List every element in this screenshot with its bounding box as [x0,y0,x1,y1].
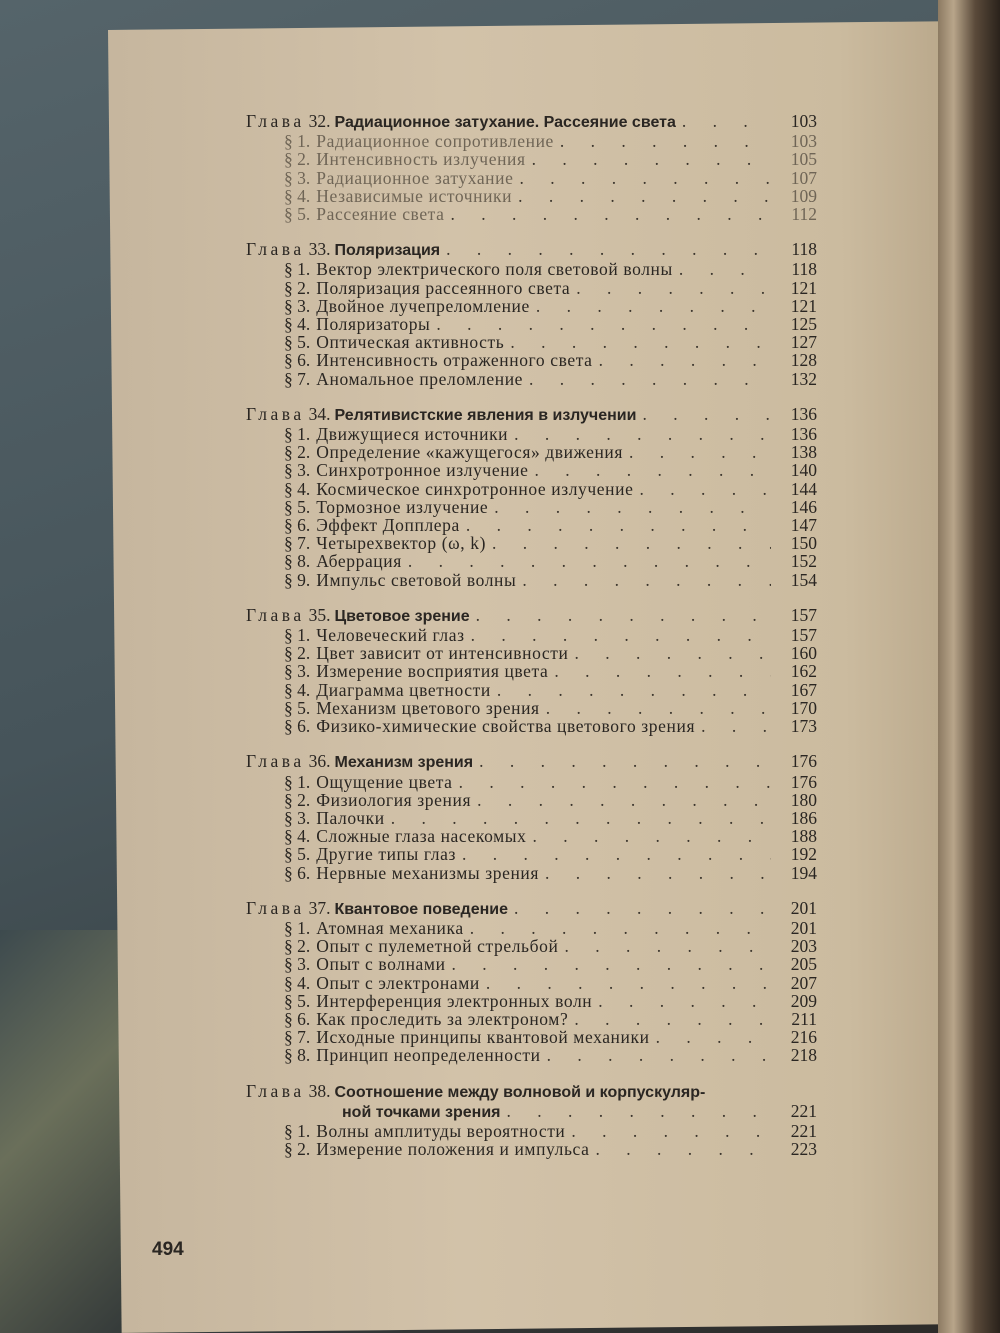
section-page: 109 [790,185,817,206]
section-title: Четырехвектор (ω, k) [316,533,486,554]
section-page: 128 [790,350,817,371]
dot-leader [471,626,771,644]
section-title: Измерение положения и импульса [316,1139,590,1160]
dot-leader [494,498,771,516]
section-entry [212,516,817,534]
section-page: 211 [791,1008,817,1029]
section-mark: § 3. [284,295,311,316]
section-title: Интенсивность отраженного света [316,350,593,371]
chapter-number: 36. [308,751,331,772]
chapter-title: Цветовое зрение [334,607,470,625]
section-page: 216 [790,1027,817,1048]
section-title: Исходные принципы квантовой механики [316,1027,650,1048]
dot-leader [598,992,771,1010]
dot-leader [470,919,771,937]
section-title: Волны амплитуды вероятности [316,1120,566,1141]
section-mark: § 4. [284,972,311,993]
section-entry [212,955,817,973]
section-page: 138 [790,442,817,463]
dot-leader [642,405,771,423]
section-entry [212,150,817,168]
section-title: Измерение восприятия цвета [316,661,549,682]
section-entry [212,534,817,552]
chapter-block [212,752,817,881]
section-mark: § 1. [284,917,311,938]
dot-leader [546,699,771,717]
section-title: Опыт с электронами [316,972,480,993]
section-mark: § 6. [284,716,311,737]
section-page: 147 [790,515,817,536]
section-entry [212,809,817,827]
dot-leader [529,370,771,388]
section-title: Рассеяние света [316,204,445,225]
dot-leader [486,974,771,992]
section-mark: § 3. [284,661,311,682]
section-entry [212,498,817,516]
chapter-title: Релятивистские явления в излучении [334,406,637,424]
chapter-block [212,606,817,735]
table-of-contents [212,112,817,1175]
section-title: Нервные механизмы зрения [316,862,540,883]
chapter-page: 103 [790,111,817,131]
dot-leader [629,443,771,461]
section-page: 105 [790,149,817,170]
dot-leader [452,955,771,973]
chapter-label: Глава [246,604,305,625]
dot-leader [514,899,771,917]
section-entry [212,717,817,735]
chapter-heading [212,240,817,260]
section-page: 221 [790,1120,817,1141]
dot-leader [514,425,771,443]
dot-leader [466,516,771,534]
chapter-block [212,112,817,223]
section-mark: § 4. [284,679,311,700]
section-page: 157 [790,625,817,646]
section-page: 203 [790,936,817,957]
section-page: 146 [790,496,817,517]
section-page: 154 [790,569,817,590]
section-entry [212,1122,817,1140]
chapter-label: Глава [246,111,305,131]
section-title: Вектор электрического поля световой волны [316,259,673,280]
chapter-title: Радиационное затухание. Рассеяние света [334,114,676,131]
chapter-heading [212,606,817,626]
page-number: 494 [152,1239,184,1260]
chapter-page: 157 [790,604,817,625]
section-mark: § 6. [284,862,311,883]
section-mark: § 1. [284,1120,311,1141]
section-mark: § 7. [284,1027,311,1048]
section-entry [212,461,817,479]
section-entry [212,260,817,278]
chapter-page: 176 [790,751,817,772]
dot-leader [519,169,771,187]
section-mark: § 5. [284,990,311,1011]
section-mark: § 8. [284,1045,311,1066]
section-entry [212,1140,817,1158]
chapter-number: 32. [308,111,331,131]
section-entry [212,571,817,589]
section-page: 201 [790,917,817,938]
section-page: 188 [790,826,817,847]
section-page: 218 [790,1045,817,1066]
dot-leader [554,662,771,680]
dot-leader [497,681,771,699]
section-mark: § 9. [284,569,311,590]
section-mark: § 4. [284,185,311,206]
section-page: 152 [790,551,817,572]
chapter-label: Глава [246,403,305,424]
section-entry [212,1046,817,1064]
dot-leader [545,864,771,882]
dot-leader [477,791,771,809]
section-title: Принцип неопределенности [316,1045,541,1066]
section-page: 103 [790,131,817,152]
chapter-heading [212,405,817,425]
dot-leader [436,315,771,333]
section-entry [212,773,817,791]
section-mark: § 5. [284,697,311,718]
section-entry [212,315,817,333]
section-title: Интерференция электронных волн [316,990,593,1011]
section-entry [212,297,817,315]
section-mark: § 1. [284,131,311,152]
chapter-number: 34. [308,403,331,424]
section-mark: § 3. [284,954,311,975]
dot-leader [446,240,771,258]
section-mark: § 2. [284,442,311,463]
section-page: 176 [790,771,817,792]
chapter-heading [212,752,817,772]
section-title: Импульс световой волны [316,569,517,590]
section-title: Сложные глаза насекомых [316,826,527,847]
section-title: Другие типы глаз [316,844,456,865]
chapter-page: 201 [790,897,817,918]
section-title: Интенсивность излучения [316,149,526,170]
section-mark: § 2. [284,277,311,298]
chapter-number: 35. [308,604,331,625]
dot-leader [574,1010,771,1028]
dot-leader [679,260,771,278]
book-spine [938,0,1000,1333]
dot-leader [391,809,771,827]
chapter-title: Соотношение между волновой и корпускуляр- [334,1083,706,1101]
section-page: 118 [791,259,817,280]
section-page: 140 [790,460,817,481]
dot-leader [518,187,771,205]
section-title: Радиационное затухание [316,167,514,188]
section-title: Синхротронное излучение [316,460,529,481]
section-entry [212,1010,817,1028]
section-entry [212,333,817,351]
dot-leader [571,1122,771,1140]
section-entry [212,681,817,699]
dot-leader [522,571,771,589]
section-mark: § 6. [284,350,311,371]
dot-leader [682,112,771,130]
chapter-title: Поляризация [334,242,441,260]
dot-leader [535,461,772,479]
section-page: 125 [790,314,817,335]
section-entry [212,845,817,863]
section-mark: § 2. [284,936,311,957]
section-mark: § 8. [284,551,311,572]
chapter-heading-continued [212,1102,817,1122]
section-entry [212,974,817,992]
section-page: 170 [790,697,817,718]
section-title: Атомная механика [316,917,464,938]
section-page: 162 [790,661,817,682]
section-mark: § 4. [284,826,311,847]
section-title: Эффект Допплера [316,515,460,536]
section-entry [212,1028,817,1046]
dot-leader [492,534,771,552]
section-entry [212,937,817,955]
section-page: 107 [790,167,817,188]
section-entry [212,205,817,223]
section-entry [212,626,817,644]
section-title: Аберрация [316,551,402,572]
section-title: Определение «кажущегося» движения [316,442,624,463]
section-entry [212,132,817,150]
section-mark: § 2. [284,789,311,810]
section-page: 180 [790,789,817,810]
section-entry [212,480,817,498]
section-page: 173 [790,716,817,737]
section-page: 207 [790,972,817,993]
section-entry [212,552,817,570]
section-entry [212,644,817,662]
section-mark: § 7. [284,368,311,389]
section-mark: § 4. [284,314,311,335]
section-mark: § 3. [284,807,311,828]
dot-leader [639,480,771,498]
section-title: Человеческий глаз [316,625,465,646]
dot-leader [532,827,771,845]
section-entry [212,425,817,443]
dot-leader [574,644,771,662]
dot-leader [701,717,771,735]
section-title: Независимые источники [316,185,513,206]
chapter-label: Глава [246,897,305,918]
section-mark: § 3. [284,167,311,188]
dot-leader [510,333,771,351]
chapter-heading [212,1082,817,1102]
section-entry [212,992,817,1010]
section-mark: § 6. [284,515,311,536]
chapter-number: 37. [308,897,331,918]
section-page: 112 [791,204,817,225]
section-title: Цвет зависит от интенсивности [316,643,569,664]
section-entry [212,864,817,882]
section-page: 160 [790,643,817,664]
section-page: 205 [790,954,817,975]
dot-leader [656,1028,771,1046]
section-entry [212,351,817,369]
section-title: Двойное лучепреломление [316,295,530,316]
dot-leader [547,1046,771,1064]
chapter-heading [212,112,817,132]
chapter-block [212,240,817,388]
section-title: Поляризаторы [316,314,431,335]
section-mark: § 1. [284,771,311,792]
dot-leader [596,1140,772,1158]
section-title: Радиационное сопротивление [316,131,554,152]
dot-leader [462,845,771,863]
section-entry [212,699,817,717]
section-entry [212,443,817,461]
section-entry [212,279,817,297]
section-title: Опыт с волнами [316,954,446,975]
section-title: Поляризация рассеянного света [316,277,571,298]
section-page: 132 [790,368,817,389]
section-entry [212,827,817,845]
chapter-block [212,405,817,589]
dot-leader [459,773,771,791]
section-mark: § 1. [284,259,311,280]
section-mark: § 6. [284,1008,311,1029]
chapter-page: 118 [791,239,817,260]
chapter-block [212,899,817,1065]
chapter-label: Глава [246,1080,305,1101]
section-page: 121 [790,277,817,298]
chapter-label: Глава [246,751,305,772]
dot-leader [532,150,771,168]
section-mark: § 4. [284,478,311,499]
section-mark: § 1. [284,625,311,646]
section-title: Физико-химические свойства цветового зрения [316,716,696,737]
chapter-page: 221 [790,1100,817,1121]
section-mark: § 5. [284,844,311,865]
section-mark: § 5. [284,204,311,225]
section-mark: § 2. [284,643,311,664]
section-page: 194 [790,862,817,883]
section-title: Оптическая активность [316,332,505,353]
section-entry [212,662,817,680]
dot-leader [507,1102,772,1120]
section-title: Механизм цветового зрения [316,697,540,718]
dot-leader [408,552,771,570]
section-page: 167 [790,679,817,700]
section-page: 127 [790,332,817,353]
section-title: Физиология зрения [316,789,472,810]
section-mark: § 3. [284,460,311,481]
section-mark: § 1. [284,424,311,445]
section-entry [212,169,817,187]
section-title: Аномальное преломление [316,368,524,389]
dot-leader [536,297,771,315]
chapter-page: 136 [790,403,817,424]
chapter-block [212,1082,817,1159]
chapter-title-line2: ной точками зрения [342,1103,501,1121]
section-mark: § 2. [284,1139,311,1160]
section-page: 192 [790,844,817,865]
section-title: Как проследить за электроном? [316,1008,569,1029]
section-title: Тормозное излучение [316,496,489,517]
section-title: Опыт с пулеметной стрельбой [316,936,559,957]
chapter-title: Квантовое поведение [334,900,508,918]
dot-leader [599,351,771,369]
dot-leader [476,606,771,624]
section-mark: § 7. [284,533,311,554]
dot-leader [560,132,771,150]
dot-leader [451,205,771,223]
section-page: 150 [790,533,817,554]
chapter-number: 33. [308,239,331,260]
section-entry [212,370,817,388]
chapter-heading [212,899,817,919]
dot-leader [564,937,771,955]
section-title: Палочки [316,807,385,828]
section-title: Диаграмма цветности [316,679,491,700]
section-page: 136 [790,424,817,445]
section-mark: § 2. [284,149,311,170]
section-page: 121 [790,295,817,316]
section-entry [212,791,817,809]
chapter-label: Глава [246,239,305,260]
section-entry [212,187,817,205]
section-page: 223 [790,1139,817,1160]
chapter-title: Механизм зрения [334,754,474,772]
chapter-number: 38. [308,1080,331,1101]
dot-leader [479,752,771,770]
section-page: 186 [790,807,817,828]
section-page: 144 [790,478,817,499]
section-title: Ощущение цвета [316,771,453,792]
dot-leader [576,279,771,297]
section-title: Движущиеся источники [316,424,509,445]
section-entry [212,919,817,937]
section-title: Космическое синхротронное излучение [316,478,634,499]
section-mark: § 5. [284,496,311,517]
section-mark: § 5. [284,332,311,353]
section-page: 209 [790,990,817,1011]
